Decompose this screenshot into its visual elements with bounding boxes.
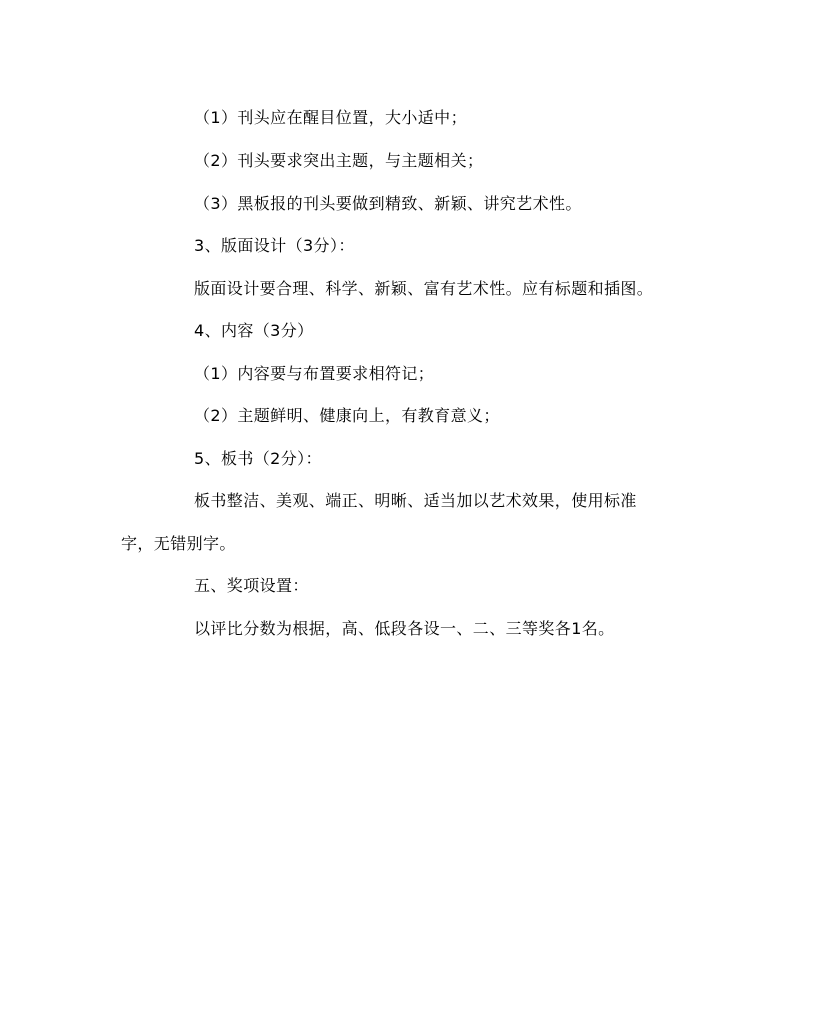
content-item-1: （1）内容要与布置要求相符记； (194, 364, 435, 383)
masthead-item-1: （1）刊头应在醒目位置，大小适中； (194, 108, 467, 127)
awards-description: 以评比分数为根据，高、低段各设一、二、三等奖各1名。 (194, 619, 615, 638)
writing-requirement-line-2: 字，无错别字。 (121, 534, 236, 553)
content-item-2: （2）主题鲜明、健康向上，有教育意义； (194, 406, 500, 425)
section-awards-heading: 五、奖项设置： (194, 576, 309, 595)
writing-requirement-line-1: 板书整洁、美观、端正、明晰、适当加以艺术效果，使用标准 (194, 491, 637, 510)
section-layout-heading: 3、版面设计（3分）： (194, 236, 355, 255)
masthead-item-2: （2）刊头要求突出主题，与主题相关； (194, 151, 484, 170)
section-content-heading: 4、内容（3分） (194, 321, 314, 340)
section-writing-heading: 5、板书（2分）： (194, 449, 322, 468)
layout-requirement: 版面设计要合理、科学、新颖、富有艺术性。应有标题和插图。 (194, 279, 654, 298)
masthead-item-3: （3）黑板报的刊头要做到精致、新颖、讲究艺术性。 (194, 194, 582, 213)
